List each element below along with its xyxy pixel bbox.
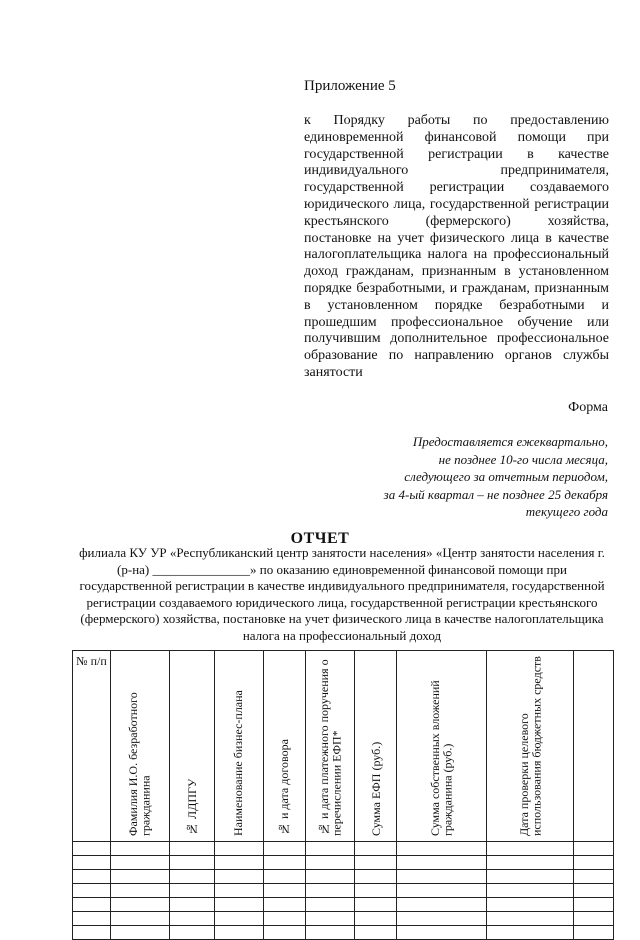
- table-cell: [110, 842, 169, 856]
- table-cell: [263, 842, 305, 856]
- table-row: [73, 926, 614, 940]
- submission-deadline-note: Предоставляется ежеквартально, не позднее 10-го числа месяца, следующего за отчетным периодом, за 4-ый квартал – не позднее 25 декабря текущего года: [383, 434, 608, 519]
- table-cell: [214, 912, 263, 926]
- table-cell: [305, 842, 355, 856]
- table-cell: [397, 842, 487, 856]
- table-cell: [574, 842, 614, 856]
- header-cell-own-investment: [397, 651, 487, 842]
- table-body: [73, 842, 614, 940]
- table-cell: [110, 856, 169, 870]
- table-cell: [214, 842, 263, 856]
- table-cell: [574, 870, 614, 884]
- table-cell: [355, 842, 397, 856]
- header-cell-payment-order: [305, 651, 355, 842]
- table-cell: [214, 884, 263, 898]
- table-cell: [574, 884, 614, 898]
- table-cell: [355, 856, 397, 870]
- table-cell: [487, 842, 574, 856]
- table-cell: [487, 884, 574, 898]
- table-cell: [305, 884, 355, 898]
- table-cell: [73, 884, 111, 898]
- table-cell: [110, 926, 169, 940]
- table-row: [73, 856, 614, 870]
- header-cell-efp-sum: [355, 651, 397, 842]
- table-cell: [574, 856, 614, 870]
- header-cell-full-name: [110, 651, 169, 842]
- table-row: [73, 884, 614, 898]
- table-cell: [73, 856, 111, 870]
- header-label: № п/п: [76, 654, 107, 668]
- table-cell: [73, 842, 111, 856]
- table-cell: [355, 884, 397, 898]
- header-cell-contract: [263, 651, 305, 842]
- table-cell: [487, 926, 574, 940]
- table-cell: [574, 926, 614, 940]
- table-cell: [397, 870, 487, 884]
- table-cell: [263, 912, 305, 926]
- header-label: Дата проверки целевого использования бюджетных средств: [516, 656, 544, 836]
- table-cell: [397, 926, 487, 940]
- table-cell: [214, 926, 263, 940]
- table-cell: [487, 856, 574, 870]
- table-header-row: [73, 651, 614, 842]
- table-cell: [487, 912, 574, 926]
- table-row: [73, 842, 614, 856]
- table-row: [73, 870, 614, 884]
- table-cell: [305, 856, 355, 870]
- table-cell: [73, 870, 111, 884]
- table-cell: [214, 870, 263, 884]
- table-cell: [397, 912, 487, 926]
- table-cell: [305, 912, 355, 926]
- header-cell-number: [73, 651, 111, 842]
- table-cell: [73, 912, 111, 926]
- table-cell: [110, 884, 169, 898]
- table-cell: [169, 926, 214, 940]
- table-cell: [355, 870, 397, 884]
- table-cell: [305, 870, 355, 884]
- annex-reference-text: к Порядку работы по предоставлению единовременной финансовой помощи при государственной регистрации в качестве индивидуального предпринимателя, государственной регистрации создаваемого юридического лица, государственной регистрации крестьянского (фермерского) хозяйства, постановке на учет физического лица в качестве налогоплательщика налога на профессиональный доход гражданам, признанным в установленном порядке безработными, и гражданам, признанным в установленном порядке безработными и прошедшим профессиональное обучение или получившим дополнительное профессиональное образование по направлению органов службы занятости: [304, 113, 609, 380]
- table-cell: [355, 926, 397, 940]
- table-cell: [169, 856, 214, 870]
- report-table: [72, 650, 614, 940]
- table-cell: [305, 926, 355, 940]
- annex-title: Приложение 5: [304, 78, 396, 94]
- table-cell: [487, 870, 574, 884]
- table-row: [73, 912, 614, 926]
- header-label: № и дата платежного поручения о перечислении ЕФП*: [316, 659, 343, 836]
- table-cell: [110, 912, 169, 926]
- table-cell: [263, 926, 305, 940]
- report-subtitle: филиала КУ УР «Республиканский центр занятости населения» «Центр занятости населения г.(р-на) _______________» по оказанию единовременной финансовой помощи при государственной регистрации в качестве индивидуального предпринимателя, государственной регистрации создаваемого юридического лица, государственной регистрации крестьянского (фермерского) хозяйства, постановке на учет физического лица в качестве налогоплательщика налога на профессиональный доход: [79, 545, 605, 643]
- table-cell: [169, 884, 214, 898]
- table-cell: [263, 870, 305, 884]
- header-cell-ldpgu: [169, 651, 214, 842]
- report-title: ОТЧЕТ: [290, 530, 350, 547]
- header-label: № и дата договора: [276, 739, 291, 836]
- header-label: Сумма собственных вложений гражданина (руб.): [428, 680, 455, 836]
- table-cell: [397, 884, 487, 898]
- header-cell-business-plan: [214, 651, 263, 842]
- table-cell: [355, 912, 397, 926]
- table-cell: [169, 870, 214, 884]
- table-cell: [110, 870, 169, 884]
- header-cell-blank: [574, 651, 614, 842]
- table-cell: [169, 912, 214, 926]
- table-cell: [169, 842, 214, 856]
- table-cell: [263, 856, 305, 870]
- header-label: № ЛДПГУ: [184, 778, 199, 836]
- table-cell: [214, 856, 263, 870]
- header-label: Наименование бизнес-плана: [231, 690, 246, 836]
- table-cell: [574, 912, 614, 926]
- header-label: Фамилия И.О. безработного гражданина: [126, 692, 153, 836]
- table-cell: [73, 926, 111, 940]
- header-label: Сумма ЕФП (руб.): [368, 741, 383, 836]
- table-cell: [397, 856, 487, 870]
- header-cell-check-date: [487, 651, 574, 842]
- form-label: Форма: [568, 400, 608, 415]
- table-cell: [263, 884, 305, 898]
